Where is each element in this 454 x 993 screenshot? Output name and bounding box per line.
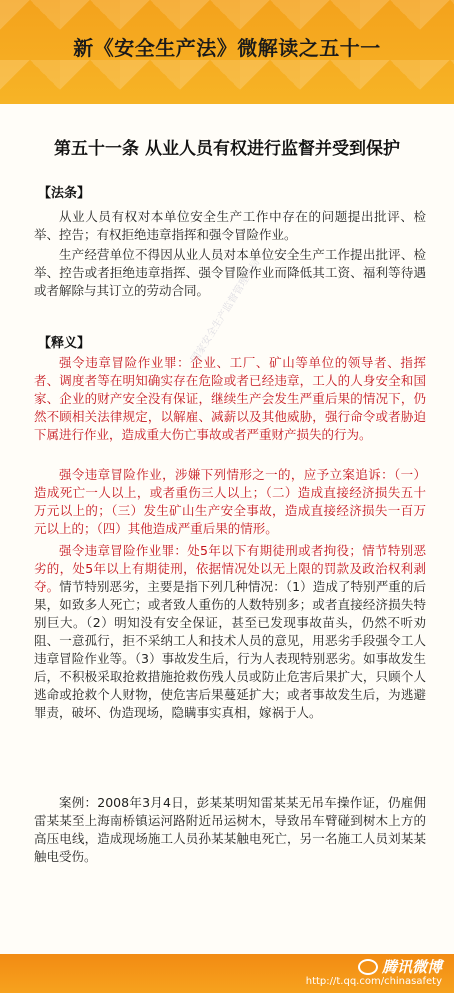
interpretation-penalty: 强令违章冒险作业罪：处5年以下有期徒刑或者拘役；情节特别恶劣的，处5年以上有期徒刑，依据情况处以无上限的罚款及政治权利剥夺。 bbox=[34, 543, 426, 594]
weibo-icon bbox=[358, 959, 378, 975]
footer-url[interactable]: http://t.qq.com/chinasafety bbox=[305, 976, 442, 987]
law-paragraph-1: 从业人员有权对本单位安全生产工作中存在的问题提出批评、检举、控告；有权拒绝违章指挥和强令冒险作业。 bbox=[34, 209, 426, 242]
article-title: 第五十一条 从业人员有权进行监督并受到保护 bbox=[54, 139, 400, 159]
interpretation-prosecution-criteria: 强令违章冒险作业，涉嫌下列情形之一的，应予立案追诉：（一）造成死亡一人以上，或者重伤三人以上；（二）造成直接经济损失五十万元以上的；（三）发生矿山生产安全事故，造成直接经济损失一百万元以上的；（四）其他造成严重后果的情形。 bbox=[34, 467, 426, 536]
interpretation-aggravating-circumstances: 情节特别恶劣，主要是指下列几种情况：（1）造成了特别严重的后果，如致多人死亡；或者致人重伤的人数特别多；或者直接经济损失特别巨大。（2）明知没有安全保证，甚至已发现事故苗头，仍然不听劝阻、一意孤行，拒不采纳工人和技术人员的意见，用恶劣手段强令工人违章冒险作业等。（3）事故发生后，行为人表现特别恶劣。如事故发生后，不积极采取抢救措施抢救伤残人员或防止危害后果扩大，只顾个人逃命或抢救个人财物，使危害后果蔓延扩大；或者事故发生后，为逃避罪责，破坏、伪造现场，隐瞒事实真相，嫁祸于人。 bbox=[34, 579, 426, 720]
interpretation-penalty-paragraph bbox=[34, 542, 426, 722]
banner-title: 新《安全生产法》微解读之五十一 bbox=[73, 36, 381, 60]
article-body bbox=[0, 104, 454, 954]
interpretation-crime-definition: 强令违章冒险作业罪：企业、工厂、矿山等单位的领导者、指挥者、调度者等在明知确实存在危险或者已经违章，工人的人身安全和国家、企业的财产安全没有保证，继续生产会发生严重后果的情况下，仍然不顾相关法律规定，以解雇、减薪以及其他威胁，强行命令或者胁迫下属进行作业，造成重大伤亡事故或者严重财产损失的行为。 bbox=[34, 355, 426, 442]
interpretation-section-label: 【释义】 bbox=[38, 336, 91, 351]
header-banner bbox=[0, 0, 454, 104]
weibo-logo[interactable] bbox=[358, 956, 442, 977]
case-example: 案例：2008年3月4日，彭某某明知雷某某无吊车操作证，仍雇佣雷某某至上海南桥镇运河路附近吊运树木，导致吊车臂碰到树木上方的高压电线，造成现场施工人员孙某某触电死亡，另一名施工人员刘某某触电受伤。 bbox=[34, 795, 426, 864]
weibo-logo-text: 腾讯微博 bbox=[381, 958, 442, 976]
law-section-label: 【法条】 bbox=[38, 186, 91, 201]
law-paragraph-2: 生产经营单位不得因从业人员对本单位安全生产工作提出批评、检举、控告或者拒绝违章指挥、强令冒险作业而降低其工资、福利等待遇或者解除与其订立的劳动合同。 bbox=[34, 247, 426, 298]
watermark: 国家安全生产监督管理总局 bbox=[189, 257, 263, 365]
footer-bar bbox=[0, 954, 454, 993]
